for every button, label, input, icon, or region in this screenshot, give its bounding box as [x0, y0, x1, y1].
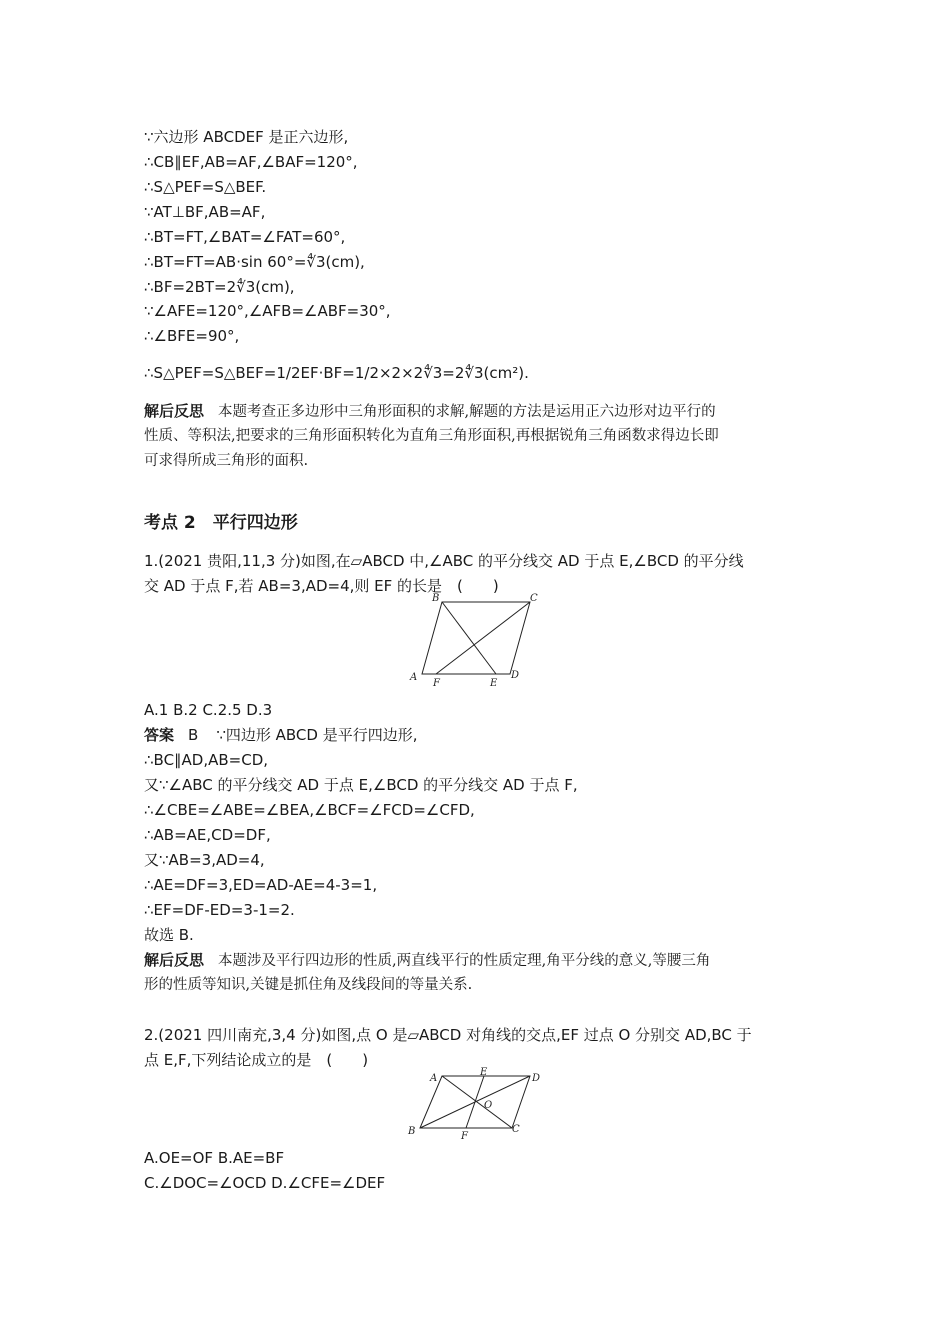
- reflection-text: 性质、等积法,把要求的三角形面积转化为直角三角形面积,再根据锐角三角函数求得边长即: [144, 428, 719, 444]
- parallelogram-figure-2: [402, 1066, 552, 1146]
- solution-line: ∴∠BFE=90°,: [144, 327, 240, 345]
- solution-line: ∴CB∥EF,AB=AF,∠BAF=120°,: [144, 153, 358, 171]
- solution-line: ∵AT⊥BF,AB=AF,: [144, 203, 266, 221]
- solution-line: ∴BT=FT,∠BAT=∠FAT=60°,: [144, 228, 346, 246]
- point-label-D: D: [511, 670, 520, 681]
- solution-line: ∵∠AFE=120°,∠AFB=∠ABF=30°,: [144, 302, 391, 320]
- answer-options: C.∠DOC=∠OCD D.∠CFE=∠DEF: [144, 1174, 386, 1192]
- answer-choice: B: [188, 726, 199, 744]
- point-label-A: A: [430, 1073, 438, 1084]
- reflection-text: 可求得所成三角形的面积.: [144, 453, 309, 469]
- point-label-A: A: [410, 672, 418, 683]
- point-label-B: B: [432, 593, 440, 604]
- reflection-text: 形的性质等知识,关键是抓住角及线段间的等量关系.: [144, 977, 473, 993]
- answer-line: ∴AE=DF=3,ED=AD-AE=4-3=1,: [144, 876, 378, 894]
- answer-line: 又∵AB=3,AD=4,: [144, 851, 265, 869]
- question-stem: 1.(2021 贵阳,11,3 分)如图,在▱ABCD 中,∠ABC 的平分线交 AD 于点 E,∠BCD 的平分线: [144, 552, 744, 570]
- answer-text: ∵四边形 ABCD 是平行四边形,: [216, 726, 418, 744]
- parallelogram-figure-1: [404, 592, 540, 692]
- reflection-label: 解后反思: [144, 402, 205, 420]
- point-label-C: C: [512, 1124, 520, 1135]
- answer-line: ∴EF=DF-ED=3-1=2.: [144, 901, 295, 919]
- point-label-E: E: [480, 1067, 488, 1078]
- point-label-D: D: [532, 1073, 541, 1084]
- answer-options: A.OE=OF B.AE=BF: [144, 1149, 285, 1167]
- answer-line: ∴BC∥AD,AB=CD,: [144, 751, 269, 769]
- reflection-paragraph: [144, 401, 716, 422]
- solution-line: ∴BT=FT=AB·sin 60°=∜3(cm),: [144, 253, 365, 271]
- answer-line: 故选 B.: [144, 926, 194, 944]
- solution-line: ∴S△PEF=S△BEF.: [144, 178, 267, 196]
- question-stem: 交 AD 于点 F,若 AB=3,AD=4,则 EF 的长是 ( ): [144, 577, 499, 595]
- reflection-text: 本题考查正多边形中三角形面积的求解,解题的方法是运用正六边形对边平行的: [218, 404, 716, 420]
- point-label-F: F: [433, 678, 440, 688]
- answer-options: A.1 B.2 C.2.5 D.3: [144, 701, 273, 719]
- solution-line: ∴BF=2BT=2∜3(cm),: [144, 278, 295, 296]
- reflection-label: 解后反思: [144, 951, 205, 969]
- point-label-O: O: [484, 1100, 493, 1111]
- solution-line: ∵六边形 ABCDEF 是正六边形,: [144, 128, 349, 146]
- question-stem: 2.(2021 四川南充,3,4 分)如图,点 O 是▱ABCD 对角线的交点,EF 过点 O 分别交 AD,BC 于: [144, 1026, 752, 1044]
- reflection-text: 本题涉及平行四边形的性质,两直线平行的性质定理,角平分线的意义,等腰三角: [218, 953, 711, 969]
- point-label-C: C: [530, 593, 538, 604]
- point-label-E: E: [490, 678, 498, 688]
- question-stem: 点 E,F,下列结论成立的是 ( ): [144, 1051, 369, 1069]
- reflection-paragraph: [144, 950, 710, 971]
- answer-line: 又∵∠ABC 的平分线交 AD 于点 E,∠BCD 的平分线交 AD 于点 F,: [144, 776, 578, 794]
- section-heading: 考点 2 平行四边形: [144, 513, 298, 533]
- point-label-F: F: [461, 1131, 468, 1142]
- solution-line: ∴S△PEF=S△BEF=1/2EF·BF=1/2×2×2∜3=2∜3(cm²).: [144, 364, 529, 382]
- answer-label: 答案: [144, 726, 175, 744]
- point-label-B: B: [408, 1126, 416, 1137]
- answer-line: ∴AB=AE,CD=DF,: [144, 826, 271, 844]
- answer-header: [144, 725, 417, 745]
- answer-line: ∴∠CBE=∠ABE=∠BEA,∠BCF=∠FCD=∠CFD,: [144, 801, 475, 819]
